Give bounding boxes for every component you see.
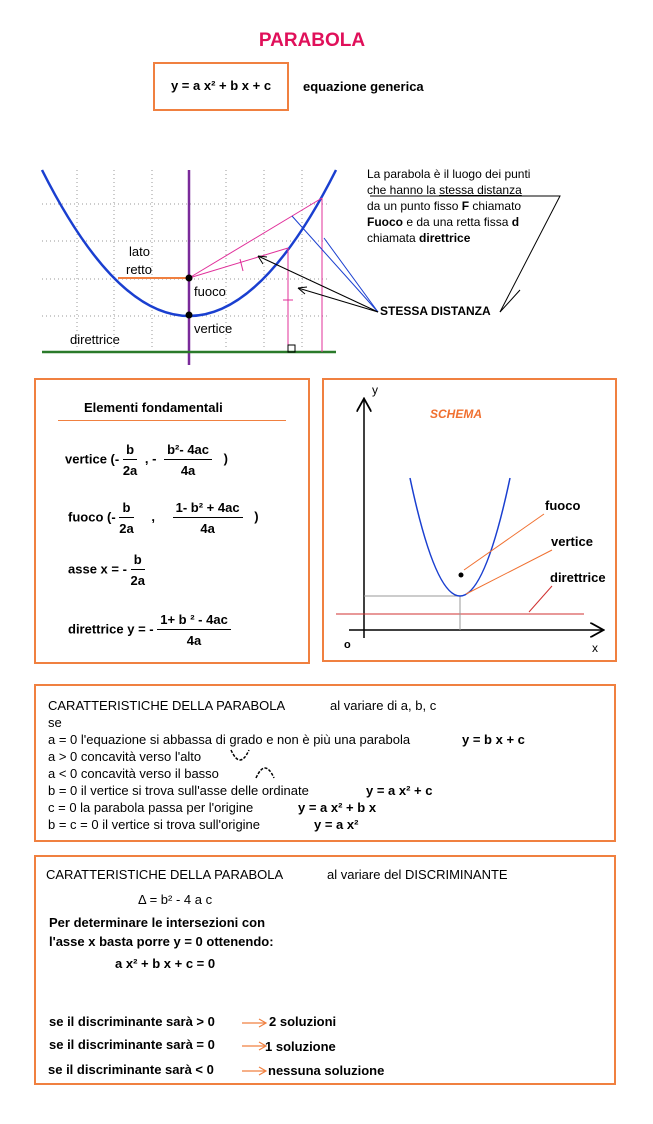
intro-line-1: Per determinare le intersezioni con [49, 915, 266, 930]
fuoco-formula: fuoco (- $\frac{b}{2a}$ , $\frac{\text{1- b² + 4ac}}{4a}$ ) [68, 500, 259, 536]
schema-y-label: y [372, 383, 378, 397]
elementi-title: Elementi fondamentali [84, 400, 223, 415]
abc-line-c0: c = 0 la parabola passa per l'origine [48, 800, 254, 815]
arrow-icon [241, 1017, 269, 1029]
pointer-lines-black [258, 196, 560, 312]
vertex-point [186, 312, 193, 319]
delta-formula: Δ = b² - 4 a c [138, 892, 213, 907]
intro-line-2: l'asse x basta porre y = 0 ottenendo: [49, 934, 274, 949]
case-zero-result: 1 soluzione [265, 1039, 336, 1054]
concave-down-icon [254, 764, 276, 780]
schema-title: SCHEMA [430, 407, 483, 421]
case-positive-result: 2 soluzioni [269, 1014, 337, 1029]
schema-focus-point [459, 573, 464, 578]
case-negative-condition: se il discriminante sarà < 0 [48, 1062, 214, 1077]
svg-text:Fuoco e da una retta fissa d: Fuoco e da una retta fissa d [367, 215, 520, 229]
svg-text:da un punto fisso F chiamato: da un punto fisso F chiamato [367, 199, 522, 213]
pointer-lines-blue [292, 216, 378, 312]
discriminante-subtitle: al variare del DISCRIMINANTE [327, 867, 508, 882]
schema-box [322, 378, 617, 662]
abc-line-a-pos: a > 0 concavità verso l'alto [48, 749, 202, 764]
schema-fuoco-label: fuoco [545, 498, 581, 513]
stessa-distanza-label: STESSA DISTANZA [380, 304, 491, 318]
parabola-definition-diagram [0, 150, 653, 370]
fuoco-label: fuoco [194, 284, 226, 299]
abc-line-b0: b = 0 il vertice si trova sull'asse delle ordinate [48, 783, 309, 798]
general-equation-label: equazione generica [303, 79, 424, 94]
abc-line-a-neg: a < 0 concavità verso il basso [48, 766, 219, 781]
svg-text:che hanno la stessa distanza: che hanno la stessa distanza [367, 183, 522, 197]
vertice-label: vertice [194, 321, 233, 336]
lato-retto-label-1: lato [129, 244, 150, 259]
caratteristiche-abc-subtitle: al variare di a, b, c [330, 698, 437, 713]
schema-vertice-label: vertice [551, 534, 593, 549]
caratteristiche-abc-title: CARATTERISTICHE DELLA PARABOLA [48, 698, 286, 713]
abc-line-a0: a = 0 l'equazione si abbassa di grado e non è più una parabola [48, 732, 411, 747]
abc-formula-c0: y = a x² + b x [298, 800, 377, 815]
abc-formula-bc0: y = a x² [314, 817, 359, 832]
schema-fuoco-pointer [464, 514, 544, 570]
general-equation-box: y = a x² + b x + c [153, 62, 289, 111]
schema-parabola [410, 478, 510, 596]
definition-text [367, 167, 530, 245]
elementi-fondamentali-box [34, 378, 310, 664]
elementi-title-underline [58, 420, 286, 421]
schema-diagram [324, 380, 615, 660]
direttrice-formula: direttrice y = - $\frac{\text{1+ b ² - 4ac}}{4a}$ [68, 612, 231, 648]
schema-direttrice-pointer [529, 586, 552, 612]
direttrice-label: direttrice [70, 332, 120, 347]
caratteristiche-discriminante-box [34, 855, 616, 1085]
se-label: se [48, 715, 62, 730]
svg-text:La parabola è il luogo dei pun: La parabola è il luogo dei punti [367, 167, 531, 181]
focus-point [186, 275, 193, 282]
case-zero-condition: se il discriminante sarà = 0 [49, 1037, 215, 1052]
page-title: PARABOLA [258, 30, 366, 51]
schema-origin-label: o [344, 639, 351, 651]
abc-formula-b0: y = a x² + c [366, 783, 433, 798]
discriminante-title: CARATTERISTICHE DELLA PARABOLA [46, 867, 284, 882]
schema-x-label: x [592, 641, 598, 655]
arrow-icon [241, 1065, 269, 1077]
case-positive-condition: se il discriminante sarà > 0 [49, 1014, 215, 1029]
schema-direttrice-label: direttrice [550, 570, 606, 585]
grid [42, 170, 330, 350]
lato-retto-label-2: retto [126, 262, 153, 277]
concave-up-icon [229, 748, 251, 764]
vertice-formula: vertice (- $\frac{b}{2a}$ , - $\frac{\text{b²- 4ac}}{4a}$ ) [65, 442, 228, 478]
case-negative-result: nessuna soluzione [268, 1063, 385, 1078]
caratteristiche-abc-box [34, 684, 616, 842]
schema-vertice-pointer [466, 550, 552, 594]
asse-formula: asse x = - $\frac{b}{2a}$ [68, 552, 145, 588]
abc-formula-a0: y = b x + c [462, 732, 525, 747]
svg-text:chiamata direttrice: chiamata direttrice [367, 231, 471, 245]
quadratic-equation: a x² + b x + c = 0 [115, 956, 216, 971]
abc-line-bc0: b = c = 0 il vertice si trova sull'origine [48, 817, 261, 832]
